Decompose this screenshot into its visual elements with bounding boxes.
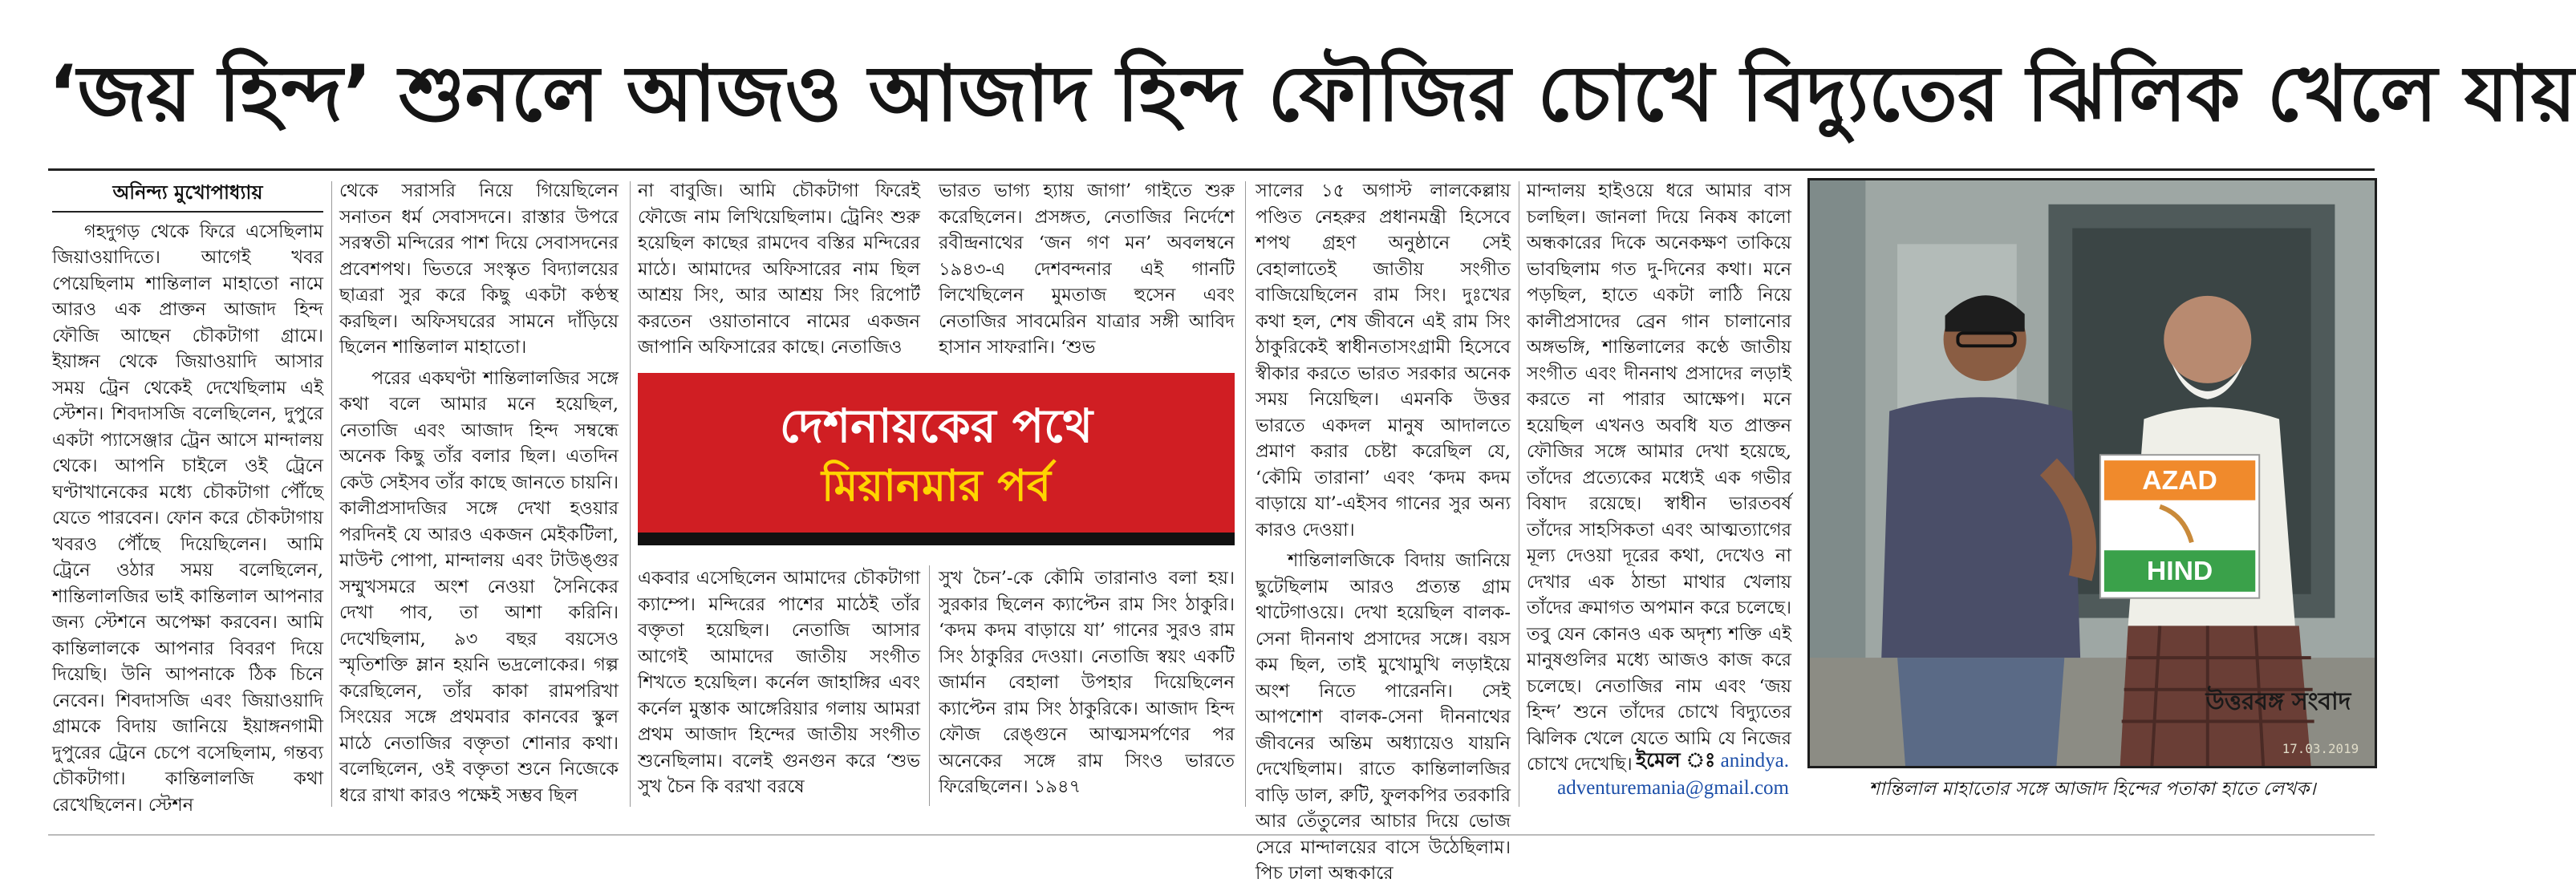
article-column-3-top [638, 178, 920, 358]
headline: ‘জয় হিন্দ’ শুনলে আজও আজাদ হিন্দ ফৌজির চোখে বিদ্যুতের ঝিলিক খেলে যায় [48, 49, 2576, 139]
author-shirt [1881, 397, 2080, 658]
photo-date-stamp: 17.03.2019 [2282, 741, 2359, 757]
column-divider [929, 565, 930, 806]
bottom-rule [48, 834, 2375, 836]
column-6-paragraph: মান্দালয় হাইওয়ে ধরে আমার বাস চলছিল। জানলা দিয়ে নিকষ কালো অন্ধকারের দিকে অনেকক্ষণ তাকিয়ে ভাবছিলাম গত দু-দিনের কথা। মনে পড়ছিল, হাতে একটা লাঠি নিয়ে কালীপ্রসাদের ব্রেন গান চালানোর অঙ্গভঙ্গি, শান্তিলালের কণ্ঠে জাতীয় সংগীত এবং দীননাথ প্রসাদের লড়াই করতে না পারার আক্ষেপ। মনে হয়েছিল এখনও অবধি যত প্রাক্তন ফৌজির সঙ্গে আমার দেখা হয়েছে, তাঁদের প্রত্যেকের মধ্যেই এক গভীর বিষাদ রয়েছে। স্বাধীন ভারতবর্ষ তাঁদের সাহসিকতা এবং আত্মত্যাগের মূল্য দেওয়া দূরের কথা, দেখেও না দেখার এক ঠান্ডা মাথার খেলায় তাঁদের ক্রমাগত অপমান করে চলেছে। তবু যেন কোনও এক অদৃশ্য শক্তি এই মানুষগুলির মধ্যে আজও কাজ করে চলেছে। নেতাজির নাম এবং ‘জয় হিন্দ’ শুনে তাঁদের চোখে বিদ্যুতের ঝিলিক খেলে যেতে আমি যে নিজের চোখে দেখেছি। [1527, 180, 1791, 775]
banner-subtitle: মিয়ানমার পর্ব [821, 460, 1051, 511]
column-divider [1245, 181, 1246, 807]
column-3-paragraph: না বাবুজি। আমি চৌকটাগা ফিরেই ফৌজে নাম লিখিয়েছিলাম। ট্রেনিং শুরু হয়েছিল কাছের রামদেব বস্তির মন্দিরের মাঠে। আমাদের অফিসারের নাম ছিল আশ্রয় সিং, আর আশ্রয় সিং রিপোর্ট করতেন ওয়াতানাবে নামের একজন জাপানি অফিসারের কাছে। নেতাজিও [638, 180, 920, 358]
article-column-5 [1256, 178, 1511, 884]
column-4-paragraph: ভারত ভাগ্য হ্যায় জাগা’ গাইতে শুরু করেছিলেন। প্রসঙ্গত, নেতাজির নির্দেশে রবীন্দ্রনাথের ‘জন গণ মন’ অবলম্বনে ১৯৪৩-এ দেশবন্দনার এই গানটি লিখেছিলেন মুমতাজ হুসেন এবং নেতাজির সাবমেরিন যাত্রার সঙ্গী আবিদ হাসান সাফরানি। ‘শুভ [939, 180, 1235, 358]
email-user[interactable]: anindya. [1720, 750, 1789, 772]
article-column-2 [339, 178, 619, 804]
column-3-paragraph: একবার এসেছিলেন আমাদের চৌকটাগা ক্যাম্পে। মন্দিরের পাশের মাঠেই তাঁর বক্তৃতা হয়েছিল। নেতাজি আসার আগেই আমাদের জাতীয় সংগীত শিখতে হয়েছিল। কর্নেল জাহাঙ্গির এবং কর্নেল মুস্তাক আঙ্গেরিয়ার গলায় আমরা প্রথম আজাদ হিন্দের জাতীয় সংগীত শুনেছিলাম। বলেই গুনগুন করে ‘শুভ সুখ চৈন কি বরখা বরষে [638, 568, 920, 797]
author-email [1324, 747, 1789, 802]
flag-text-bottom: HIND [2146, 555, 2213, 586]
article-column-4-bottom [939, 565, 1235, 806]
column-1-paragraph: গহদুগড় থেকে ফিরে এসেছিলাম জিয়াওয়াদিতে। আগেই খবর পেয়েছিলাম শান্তিলাল মাহাতো নামে আরও এক প্রাক্তন আজাদ হিন্দ ফৌজি আছেন চৌকটাগা গ্রামে। ইয়াঙ্গন থেকে জিয়াওয়াদি আসার সময় ট্রেন থেকেই দেখেছিলাম এই স্টেশন। শিবদাসজি বলেছিলেন, দুপুরে একটা প্যাসেঞ্জার ট্রেন আসে মান্দালয় থেকে। আপনি চাইলে ওই ট্রেনে ঘণ্টাখানেকের মধ্যে চৌকটাগা পৌঁছে যেতে পারবেন। ফোন করে চৌকটাগায় খবরও পৌঁছে দিয়েছিলেন। আমি ট্রেনে ওঠার সময় বলেছিলেন, শান্তিলালজির ভাই কান্তিলাল আপনার জন্য স্টেশনে অপেক্ষা করবেন। আমি কান্তিলালকে আপনার বিবরণ দিয়ে দিয়েছি। উনি আপনাকে ঠিক চিনে নেবেন। শিবদাসজি এবং জিয়াওয়াদি গ্রামকে বিদায় জানিয়ে ইয়াঙ্গনগামী দুপুরের ট্রেনে চেপে বসেছিলাম, গন্তব্য চৌকটাগা। কান্তিলালজি কথা রেখেছিলেন। স্টেশন [52, 221, 323, 816]
byline: অনিন্দ্য মুখোপাধ্যায় [52, 180, 323, 213]
column-5-paragraph: সালের ১৫ অগাস্ট লালকেল্লায় পণ্ডিত নেহরুর প্রধানমন্ত্রী হিসেবে শপথ গ্রহণ অনুষ্ঠানে সেই বেহালাতেই জাতীয় সংগীত বাজিয়েছিলেন রাম সিং। দুঃখের কথা হল, শেষ জীবনে এই রাম সিং ঠাকুরিকেই স্বাধীনতাসংগ্রামী হিসেবে স্বীকার করতে ভারত সরকার অনেক সময় নিয়েছিল। এমনকি উত্তর ভারতে একদল মানুষ আদালতে প্রমাণ করার চেষ্টা করেছিল যে, ‘কৌমি তারানা’ এবং ‘কদম কদম বাড়ায়ে যা’-এইসব গানের সুর অন্য কারও দেওয়া। [1256, 180, 1511, 541]
article-column-1 [52, 178, 323, 816]
article-photo [1807, 178, 2377, 768]
article-column-4-top [939, 178, 1235, 358]
email-label: ইমেল ঃ [1636, 750, 1716, 772]
banner-title: দেশনায়কের পথে [779, 399, 1093, 453]
article-column-3-bottom [638, 565, 920, 806]
author-jeans [1897, 658, 2064, 766]
column-2-paragraph: পরের একঘণ্টা শান্তিলালজির সঙ্গে কথা বলে আমার মনে হয়েছিল, নেতাজি এবং আজাদ হিন্দ সম্বন্ধে অনেক কিছু তাঁর বলার ছিল। এতদিন কেউ সেইসব তাঁর কাছে জানতে চায়নি। কালীপ্রসাদজির সঙ্গে দেখা হওয়ার পরদিনই যে আরও একজন মেইকটিলা, মাউন্ট পোপা, মান্দালয় এবং টাউঙ্গুর সম্মুখসমরে অংশ নেওয়া সৈনিকের দেখা পাব, তা আশা করিনি। দেখেছিলাম, ৯৩ বছর বয়সেও স্মৃতিশক্তি ম্লান হয়নি ভদ্রলোকের। গল্প করেছিলেন, তাঁর কাকা রামপরিখা সিংয়ের সঙ্গে প্রথমবার কানবের স্কুল মাঠে নেতাজির বক্তৃতা শোনার কথা। বলেছিলেন, ওই বক্তৃতা শুনে নিজেকে ধরে রাখা কারও পক্ষেই সম্ভব ছিল [339, 367, 619, 806]
headline-rule [48, 168, 2375, 171]
column-5-paragraph: শান্তিলালজিকে বিদায় জানিয়ে ছুটেছিলাম আরও প্রত্যন্ত গ্রাম থাটেগাওয়ে। দেখা হয়েছিল বালক-সেনা দীননাথ প্রসাদের সঙ্গে। বয়স কম ছিল, তাই মুখোমুখি লড়াইয়ে অংশ নিতে পারেননি। সেই আপশোশ বালক-সেনা দীননাথের জীবনের অন্তিম অধ্যায়েও যায়নি দেখেছিলাম। রাতে কান্তিলালজির বাড়ি ডাল, রুটি, ফুলকপির তরকারি আর তেঁতুলের আচার দিয়ে ভোজ সেরে মান্দালয়ের বাসে উঠেছিলাম। পিচ ঢালা অন্ধকারে [1256, 550, 1511, 884]
column-4-paragraph: সুখ চৈন’-কে কৌমি তারানাও বলা হয়। সুরকার ছিলেন ক্যাপ্টেন রাম সিং ঠাকুরি। ‘কদম কদম বাড়ায়ে যা’ গানের সুরও রাম সিং ঠাকুরির দেওয়া। নেতাজি স্বয়ং একটি জার্মান বেহালা উপহার দিয়েছিলেন ক্যাপ্টেন রাম সিং ঠাকুরিকে। আজাদ হিন্দ ফৌজ রেঙ্গুনে আত্মসমর্পণের পর অনেকের সঙ্গে রাম সিংও ভারতে ফিরেছিলেন। ১৯৪৭ [939, 568, 1235, 797]
series-banner [638, 373, 1235, 545]
column-divider [630, 181, 631, 807]
email-domain[interactable]: adventuremania@gmail.com [1557, 777, 1789, 799]
flag-text-top: AZAD [2142, 464, 2217, 496]
photo-watermark: উত্তরবঙ্গ সংবাদ [2205, 687, 2351, 716]
column-2-paragraph: থেকে সরাসরি নিয়ে গিয়েছিলেন সনাতন ধর্ম সেবাসদনে। রাস্তার উপরে সরস্বতী মন্দিরের পাশ দিয়ে সেবাসদনের প্রবেশপথ। ভিতরে সংস্কৃত বিদ্যালয়ের ছাত্ররা সুর করে কিছু একটা কণ্ঠস্থ করছিল। অফিসঘরের সামনে দাঁড়িয়ে ছিলেন শান্তিলাল মাহাতো। [339, 180, 619, 358]
veteran-head [2164, 296, 2251, 383]
column-divider [331, 181, 332, 807]
photo-illustration [1810, 180, 2375, 766]
photo-caption: শান্তিলাল মাহাতোর সঙ্গে আজাদ হিন্দের পতাকা হাতে লেখক। [1868, 779, 2316, 800]
